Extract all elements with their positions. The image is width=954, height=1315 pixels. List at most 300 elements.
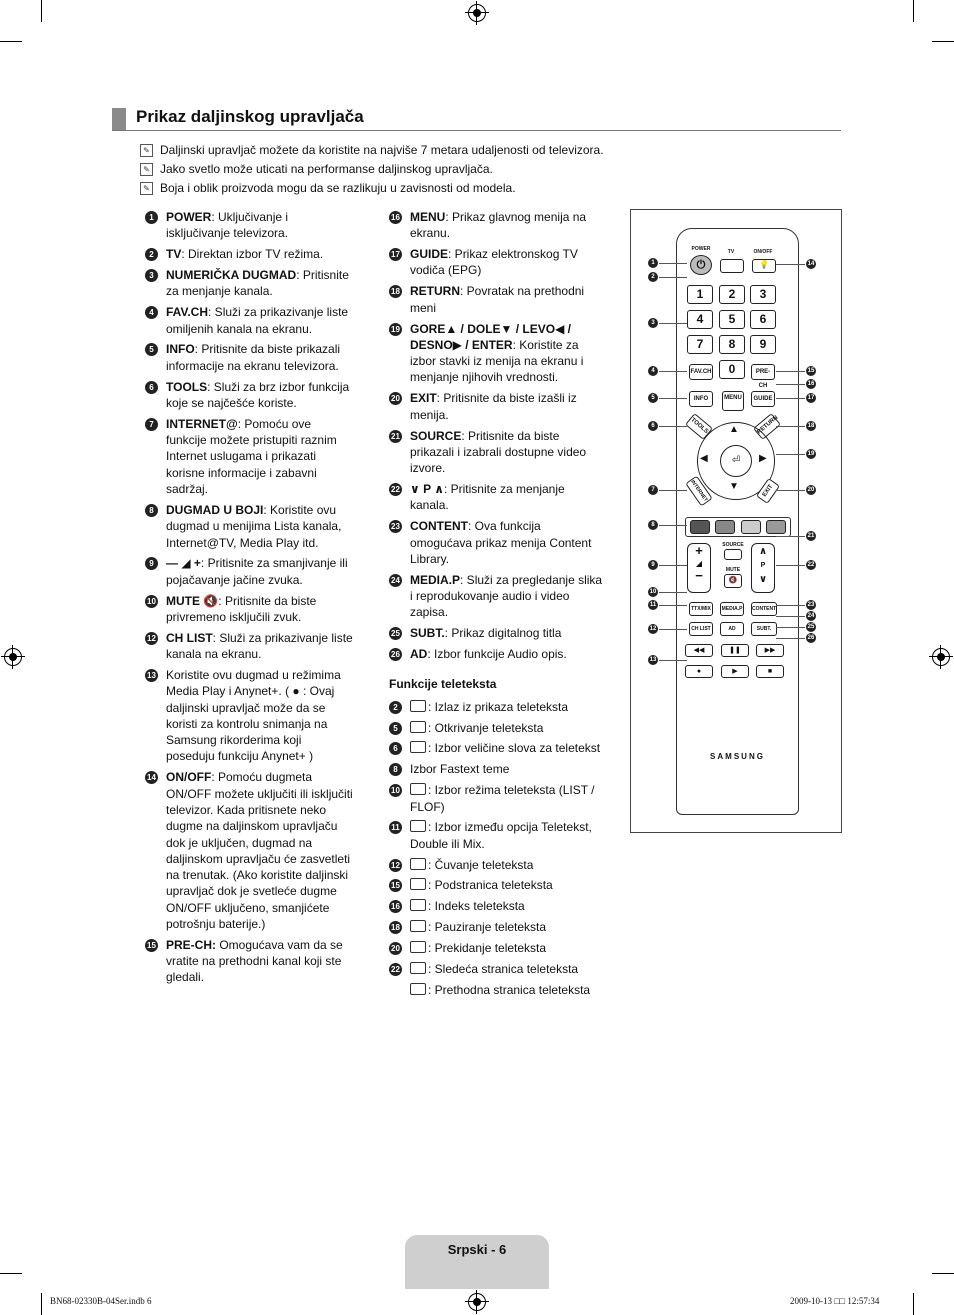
leader-line bbox=[659, 371, 687, 372]
list-item bbox=[145, 630, 353, 663]
crop-mark bbox=[932, 41, 954, 42]
exit-button[interactable]: EXIT bbox=[756, 478, 780, 504]
callout-number-icon: 5 bbox=[389, 722, 402, 735]
play-button[interactable] bbox=[721, 665, 749, 678]
item-description: : Pritisnite za smanjivanje ili pojačavanje jačine zvuka. bbox=[166, 556, 348, 587]
callout-number-icon: 3 bbox=[648, 318, 658, 328]
digit-button[interactable]: 9 bbox=[750, 335, 776, 354]
callout-number-icon: 16 bbox=[389, 211, 402, 224]
leader-line bbox=[659, 490, 687, 491]
mute-label: MUTE bbox=[725, 567, 741, 573]
enter-button[interactable]: ⏎ bbox=[720, 445, 752, 477]
fastforward-button[interactable] bbox=[756, 644, 784, 657]
callout-number-icon: 19 bbox=[807, 451, 815, 457]
play-icon: ▶ bbox=[732, 668, 738, 675]
callout-number-icon: 15 bbox=[145, 939, 158, 952]
teletext-list bbox=[389, 699, 604, 999]
button-name: RETURN bbox=[410, 284, 460, 299]
item-description: : Prikaz elektronskog TV vodiča (EPG) bbox=[410, 247, 578, 278]
page-title: Prikaz daljinskog upravljača bbox=[136, 107, 364, 126]
item-description: : Direktan izbor TV režima. bbox=[181, 247, 324, 262]
callout-number-icon: 4 bbox=[648, 366, 658, 376]
item-description: : Koristite za izbor stavki iz menija na ekranu i menjanje njihovih vrednosti. bbox=[410, 337, 584, 385]
blue-button[interactable] bbox=[766, 520, 786, 534]
button-name: EXIT bbox=[410, 391, 437, 406]
footer-file: BN68-02330B-04Ser.indb 6 bbox=[50, 1296, 152, 1306]
item-description: : Povratak na prethodni meni bbox=[410, 284, 585, 315]
mute-button[interactable]: 🔇 bbox=[724, 574, 742, 588]
registration-mark-icon bbox=[4, 648, 22, 666]
right-arrow-icon[interactable]: ▶ bbox=[759, 453, 767, 464]
internet-button[interactable]: INTERNET bbox=[685, 476, 713, 507]
list-item bbox=[389, 481, 604, 514]
list-item bbox=[145, 246, 353, 262]
callout-number-icon: 20 bbox=[807, 487, 815, 493]
button-name: INFO bbox=[166, 342, 195, 357]
leader-line bbox=[776, 638, 805, 639]
list-item bbox=[145, 379, 353, 412]
digit-button[interactable]: 0 bbox=[719, 360, 745, 379]
list-item bbox=[145, 416, 353, 497]
list-item bbox=[145, 555, 353, 588]
note-item: ✎ Daljinski upravljač možete da koristite na najviše 7 metara udaljenosti od televizora. bbox=[140, 143, 840, 162]
list-item bbox=[389, 646, 604, 662]
mediap-button[interactable]: MEDIA.P bbox=[720, 602, 744, 616]
bulb-icon: 💡 bbox=[759, 260, 769, 269]
digit-button[interactable]: 5 bbox=[719, 310, 745, 329]
list-item bbox=[389, 898, 604, 914]
up-arrow-icon[interactable]: ▲ bbox=[729, 424, 739, 435]
leader-line bbox=[776, 371, 805, 372]
leader-line bbox=[659, 660, 687, 661]
favch-button[interactable]: FAV.CH bbox=[689, 364, 713, 380]
list-item bbox=[145, 593, 353, 626]
item-description: : Koristite ovu dugmad u menijima Lista kanala, Internet@TV, Media Play itd. bbox=[166, 502, 342, 550]
menu-button[interactable]: MENU bbox=[722, 391, 744, 411]
minus-icon: − bbox=[695, 568, 703, 583]
item-description: : Sledeća stranica teleteksta bbox=[428, 962, 579, 977]
list-item bbox=[389, 390, 604, 423]
callout-number-icon: 9 bbox=[648, 560, 658, 570]
rewind-icon: ◀◀ bbox=[693, 647, 705, 654]
item-description: : Prikaz digitalnog titla bbox=[444, 626, 562, 641]
yellow-button[interactable] bbox=[741, 520, 761, 534]
leader-line bbox=[776, 398, 805, 399]
plus-icon: + bbox=[695, 543, 703, 558]
return-button[interactable]: RETURN bbox=[753, 413, 781, 440]
red-button[interactable] bbox=[690, 520, 710, 534]
leader-line bbox=[659, 263, 687, 264]
crop-mark bbox=[0, 41, 22, 42]
callout-number-icon: 9 bbox=[145, 557, 158, 570]
registration-mark-icon bbox=[932, 648, 950, 666]
pause-button[interactable] bbox=[721, 644, 749, 657]
item-description: : Služi za brz izbor funkcija koje se najčešće koriste. bbox=[166, 379, 350, 410]
item-description: : Podstranica teleteksta bbox=[428, 878, 553, 893]
leader-line bbox=[659, 605, 687, 606]
tv-button[interactable] bbox=[720, 259, 744, 273]
stop-icon: ■ bbox=[767, 668, 773, 675]
callout-number-icon: 2 bbox=[389, 701, 402, 714]
callout-number-icon: 14 bbox=[807, 261, 815, 267]
teletext-key-icon bbox=[410, 721, 426, 733]
callout-number-icon: 10 bbox=[145, 595, 158, 608]
list-item bbox=[389, 940, 604, 956]
teletext-key-icon bbox=[410, 741, 426, 753]
callout-number-icon: 21 bbox=[389, 430, 402, 443]
callout-number-icon: 6 bbox=[648, 421, 658, 431]
callout-number-icon: 18 bbox=[807, 423, 815, 429]
note-icon: ✎ bbox=[140, 163, 153, 176]
green-button[interactable] bbox=[715, 520, 735, 534]
teletext-key-icon bbox=[410, 783, 426, 795]
registration-mark-icon bbox=[468, 4, 486, 22]
button-name: TV bbox=[166, 247, 182, 262]
power-icon: ⏻ bbox=[696, 259, 706, 271]
callout-number-icon: 12 bbox=[649, 626, 657, 632]
button-name: SOURCE bbox=[410, 428, 462, 443]
callout-number-icon: 7 bbox=[145, 418, 158, 431]
callout-number-icon: 2 bbox=[648, 272, 658, 282]
stop-button[interactable] bbox=[756, 665, 784, 678]
page-number: Srpski - 6 bbox=[447, 1242, 507, 1257]
teletext-key-icon bbox=[410, 878, 426, 890]
button-name: GORE▲ / DOLE▼ / LEVO◀ / DESNO▶ / ENTER bbox=[410, 321, 571, 352]
callout-number-icon: 17 bbox=[389, 248, 402, 261]
content-button[interactable]: CONTENT bbox=[751, 602, 777, 616]
brand-logo: SAMSUNG bbox=[710, 752, 765, 761]
source-button[interactable] bbox=[724, 549, 742, 560]
button-name: MUTE 🔇 bbox=[166, 593, 219, 608]
callout-number-icon: 22 bbox=[389, 483, 402, 496]
item-description: : Izbor funkcije Audio opis. bbox=[427, 647, 567, 662]
button-name: PRE-CH: bbox=[166, 937, 216, 952]
fastforward-icon: ▶▶ bbox=[764, 647, 776, 654]
callout-number-icon: 10 bbox=[389, 784, 402, 797]
callout-number-icon: 21 bbox=[807, 533, 815, 539]
item-description: : Izlaz iz prikaza teleteksta bbox=[428, 699, 569, 714]
callout-number-icon: 22 bbox=[807, 562, 815, 568]
list-item bbox=[145, 267, 353, 300]
callout-number-icon: 12 bbox=[145, 632, 158, 645]
digit-button[interactable]: 6 bbox=[750, 310, 776, 329]
footer-timestamp: 2009-10-13 □□ 12:57:34 bbox=[790, 1296, 880, 1306]
callout-number-icon: 17 bbox=[807, 395, 815, 401]
list-item bbox=[389, 246, 604, 279]
item-description: Omogućava vam da se vratite na prethodni kanal koji ste gledali. bbox=[166, 937, 343, 985]
section-header bbox=[112, 108, 841, 131]
teletext-key-icon bbox=[410, 858, 426, 870]
leader-line bbox=[776, 536, 805, 537]
item-description: : Prethodna stranica teleteksta bbox=[428, 982, 591, 997]
list-item bbox=[145, 667, 353, 765]
rewind-button[interactable] bbox=[685, 644, 713, 657]
onoff-button[interactable] bbox=[752, 259, 776, 273]
item-description: : Prikaz glavnog menija na ekranu. bbox=[410, 210, 587, 241]
callout-number-icon: 5 bbox=[648, 393, 658, 403]
record-icon: ● bbox=[696, 668, 702, 675]
callout-number-icon: 1 bbox=[145, 211, 158, 224]
callout-number-icon: 6 bbox=[389, 742, 402, 755]
remote-control-illustration bbox=[676, 228, 799, 815]
callout-number-icon: 23 bbox=[807, 602, 815, 608]
item-description: : Služi za pregledanje slika i reprodukovanje audio i video zapisa. bbox=[410, 572, 603, 620]
info-button[interactable]: INFO bbox=[689, 391, 713, 407]
callout-number-icon: 12 bbox=[389, 859, 402, 872]
button-name: MEDIA.P bbox=[410, 572, 461, 587]
callout-number-icon: 25 bbox=[389, 627, 402, 640]
leader-line bbox=[659, 426, 687, 427]
callout-number-icon: 20 bbox=[389, 392, 402, 405]
ad-button[interactable]: AD bbox=[720, 622, 744, 636]
leader-line bbox=[776, 605, 805, 606]
notes-list bbox=[140, 143, 840, 200]
button-name: SUBT. bbox=[410, 626, 445, 641]
callout-number-icon: 16 bbox=[807, 381, 815, 387]
item-description: : Služi za prikazivanje liste kanala na ekranu. bbox=[166, 630, 353, 662]
callout-number-icon: 13 bbox=[649, 657, 657, 663]
list-item bbox=[389, 625, 604, 641]
item-description: : Prekidanje teleteksta bbox=[428, 941, 547, 956]
button-name: INTERNET@ bbox=[166, 416, 238, 431]
source-label: SOURCE bbox=[722, 542, 744, 548]
list-item bbox=[389, 961, 604, 977]
list-item bbox=[389, 877, 604, 893]
volume-rocker[interactable] bbox=[687, 543, 711, 593]
list-item bbox=[389, 740, 604, 756]
callout-number-icon: 10 bbox=[649, 589, 657, 595]
callout-number-icon: 20 bbox=[389, 942, 402, 955]
button-list bbox=[389, 209, 604, 662]
item-description: : Služi za prikazivanje liste omiljenih kanala na ekranu. bbox=[166, 305, 349, 336]
leader-line bbox=[776, 426, 805, 427]
item-description: : Uključivanje i isključivanje televizora. bbox=[166, 210, 289, 241]
list-item bbox=[389, 982, 604, 998]
power-label: POWER bbox=[691, 246, 711, 252]
callout-number-icon: 22 bbox=[389, 963, 402, 976]
registration-mark-icon bbox=[468, 1293, 486, 1311]
down-arrow-icon[interactable]: ▼ bbox=[729, 481, 739, 492]
callout-number-icon: 15 bbox=[807, 368, 815, 374]
teletext-title: Funkcije teleteksta bbox=[389, 677, 497, 692]
callout-number-icon: 2 bbox=[145, 248, 158, 261]
pause-icon: ❚❚ bbox=[729, 647, 741, 654]
callout-number-icon: 4 bbox=[145, 306, 158, 319]
digit-button[interactable]: 3 bbox=[750, 285, 776, 304]
item-description: : Pritisnite za menjanje kanala. bbox=[410, 482, 565, 513]
item-description: Izbor Fastext teme bbox=[410, 762, 510, 777]
item-description: : Izbor režima teleteksta (LIST / FLOF) bbox=[410, 783, 595, 814]
digit-button[interactable]: 8 bbox=[719, 335, 745, 354]
crop-mark bbox=[913, 1293, 914, 1315]
item-description: : Pritisnite da biste izašli iz menija. bbox=[410, 391, 577, 422]
leader-line bbox=[659, 398, 687, 399]
list-item bbox=[145, 304, 353, 337]
button-name: CH LIST bbox=[166, 630, 213, 645]
leader-line bbox=[776, 454, 805, 455]
channel-rocker[interactable] bbox=[751, 543, 775, 593]
callout-number-icon: 23 bbox=[389, 520, 402, 533]
color-buttons bbox=[685, 517, 791, 537]
tools-button[interactable]: TOOLS bbox=[685, 413, 713, 440]
list-item bbox=[145, 209, 353, 242]
note-item: ✎ Boja i oblik proizvoda mogu da se razlikuju u zavisnosti od modela. bbox=[140, 181, 840, 200]
onoff-label: ON/OFF bbox=[753, 249, 773, 255]
item-description: : Pritisnite za menjanje kanala. bbox=[166, 268, 349, 299]
list-item bbox=[389, 782, 604, 815]
leader-line bbox=[776, 384, 805, 385]
callout-number-icon: 5 bbox=[145, 343, 158, 356]
item-description: : Pritisnite da biste prikazali i izabrali dostupne video izvore. bbox=[410, 428, 587, 476]
note-icon: ✎ bbox=[140, 144, 153, 157]
chlist-button[interactable]: CH LIST bbox=[689, 622, 713, 636]
tv-label: TV bbox=[727, 249, 735, 255]
list-item bbox=[389, 819, 604, 852]
button-name: MENU bbox=[410, 210, 446, 224]
item-description: : Pomoću ove funkcije možete pristupiti raznim Internet uslugama i prikazati korisne informacije i zabavni sadržaj. bbox=[166, 416, 337, 497]
callout-number-icon: 13 bbox=[145, 669, 158, 682]
teletext-key-icon bbox=[410, 899, 426, 911]
item-description: : Izbor veličine slova za teletekst bbox=[428, 741, 601, 756]
callout-number-icon: 15 bbox=[389, 879, 402, 892]
leader-line bbox=[659, 565, 687, 566]
item-description: : Pritisnite da biste privremeno isključili zvuk. bbox=[166, 593, 317, 624]
list-item bbox=[389, 518, 604, 567]
crop-mark bbox=[41, 0, 42, 22]
ttx-mix-button[interactable]: TTX/MIX bbox=[689, 602, 713, 616]
teletext-key-icon bbox=[410, 820, 426, 832]
callout-number-icon: 6 bbox=[145, 381, 158, 394]
teletext-key-icon bbox=[410, 920, 426, 932]
title-marker bbox=[112, 108, 126, 130]
list-item bbox=[389, 761, 604, 777]
crop-mark bbox=[913, 0, 914, 22]
item-description: Koristite ovu dugmad u režimima Media Play i Anynet+. ( ● : Ovaj daljinski upravljač može da se koristi za kontrolu snimanja na Samsung rikorderima koji poseduju funkciju Anynet+ ) bbox=[166, 667, 341, 764]
callout-number-icon: 8 bbox=[145, 504, 158, 517]
left-arrow-icon[interactable]: ◀ bbox=[700, 453, 708, 464]
subt-button[interactable]: SUBT. bbox=[751, 622, 777, 636]
callout-number-icon: 26 bbox=[389, 648, 402, 661]
leader-line bbox=[776, 565, 805, 566]
button-name: ON/OFF bbox=[166, 770, 212, 785]
item-description: : Indeks teleteksta bbox=[428, 899, 525, 914]
callout-number-icon: 3 bbox=[145, 269, 158, 282]
list-item bbox=[145, 502, 353, 551]
digit-button[interactable]: 1 bbox=[687, 285, 713, 304]
note-item: ✎ Jako svetlo može uticati na performanse daljinskog upravljača. bbox=[140, 162, 840, 181]
callout-number-icon: 19 bbox=[389, 323, 402, 336]
item-description: : Čuvanje teleteksta bbox=[428, 857, 534, 872]
guide-button[interactable]: GUIDE bbox=[751, 391, 775, 407]
note-icon: ✎ bbox=[140, 182, 153, 195]
leader-line bbox=[659, 277, 687, 278]
item-description: : Otkrivanje teleteksta bbox=[428, 720, 544, 735]
callout-number-icon: 24 bbox=[389, 574, 402, 587]
callout-number-icon: 11 bbox=[389, 821, 402, 834]
leader-line bbox=[776, 264, 805, 265]
list-item bbox=[145, 341, 353, 374]
button-name: FAV.CH bbox=[166, 305, 209, 320]
button-name: TOOLS bbox=[166, 379, 208, 394]
button-name: DUGMAD U BOJI bbox=[166, 502, 264, 517]
list-item bbox=[145, 769, 353, 932]
item-description: : Izbor između opcija Teletekst, Double ili Mix. bbox=[410, 820, 592, 851]
prech-button[interactable]: PRE-CH bbox=[751, 364, 775, 380]
callout-number-icon: 24 bbox=[807, 613, 815, 619]
item-description: : Pomoću dugmeta ON/OFF možete uključiti ili isključiti televizor. Kada pritisnete neko dugme na daljinskom upravljaču dok je uključen, dugmad na daljinskom upravljaču će zasvetleti na trenutak. (Ako koristite daljinski upravljač dok je svetleće dugme ON/OFF uključeno, smanjićete potrošnju baterije.) bbox=[166, 770, 353, 931]
leader-line bbox=[776, 627, 805, 628]
list-item bbox=[389, 572, 604, 621]
list-item bbox=[389, 209, 604, 242]
button-name: — ◢ + bbox=[166, 556, 201, 571]
button-name: AD bbox=[410, 647, 428, 662]
item-description: : Pauziranje teleteksta bbox=[428, 920, 547, 935]
list-item bbox=[389, 919, 604, 935]
list-item bbox=[389, 699, 604, 715]
button-name: GUIDE bbox=[410, 247, 449, 262]
callout-number-icon: 18 bbox=[389, 285, 402, 298]
callout-number-icon: 14 bbox=[145, 771, 158, 784]
list-item bbox=[389, 283, 604, 316]
button-name: CONTENT bbox=[410, 519, 468, 534]
callout-number-icon: 18 bbox=[389, 921, 402, 934]
callout-number-icon: 11 bbox=[649, 602, 657, 608]
button-name: POWER bbox=[166, 210, 212, 224]
callout-number-icon: 7 bbox=[648, 485, 658, 495]
list-item bbox=[145, 937, 353, 986]
page-number-tab bbox=[405, 1235, 549, 1289]
callout-number-icon: 26 bbox=[807, 635, 815, 641]
crop-mark bbox=[932, 1273, 954, 1274]
p-label: P bbox=[760, 562, 766, 569]
crop-mark bbox=[41, 1293, 42, 1315]
callout-number-icon: 8 bbox=[648, 520, 658, 530]
list-item bbox=[389, 720, 604, 736]
crop-mark bbox=[0, 1273, 22, 1274]
leader-line bbox=[659, 525, 687, 526]
chevron-down-icon: ∨ bbox=[758, 574, 768, 585]
teletext-key-icon bbox=[410, 962, 426, 974]
leader-line bbox=[776, 490, 805, 491]
leader-line bbox=[776, 616, 805, 617]
power-button[interactable] bbox=[690, 255, 712, 275]
record-button[interactable] bbox=[685, 665, 713, 678]
leader-line bbox=[659, 629, 687, 630]
teletext-key-icon bbox=[410, 941, 426, 953]
item-description: : Ova funkcija omogućava prikaz menija Content Library. bbox=[410, 519, 592, 566]
leader-line bbox=[659, 592, 687, 593]
list-item bbox=[389, 428, 604, 477]
item-description: : Pritisnite da biste prikazali informacije na ekranu televizora. bbox=[166, 342, 341, 373]
button-name: NUMERIČKA DUGMAD bbox=[166, 268, 297, 283]
left-column bbox=[145, 209, 353, 990]
digit-button[interactable]: 4 bbox=[687, 310, 713, 329]
chevron-up-icon: ∧ bbox=[758, 546, 768, 557]
callout-number-icon: 1 bbox=[648, 258, 658, 268]
teletext-key-icon bbox=[410, 700, 426, 712]
digit-button[interactable]: 2 bbox=[719, 285, 745, 304]
callout-number-icon: 8 bbox=[389, 763, 402, 776]
list-item bbox=[389, 857, 604, 873]
callout-number-icon: 25 bbox=[807, 624, 815, 630]
button-name: ∨ P ∧ bbox=[410, 482, 444, 497]
list-item bbox=[389, 321, 604, 386]
teletext-key-icon bbox=[410, 983, 426, 995]
right-column bbox=[389, 209, 604, 1003]
callout-number-icon: 16 bbox=[389, 900, 402, 913]
digit-button[interactable]: 7 bbox=[687, 335, 713, 354]
leader-line bbox=[659, 323, 687, 324]
